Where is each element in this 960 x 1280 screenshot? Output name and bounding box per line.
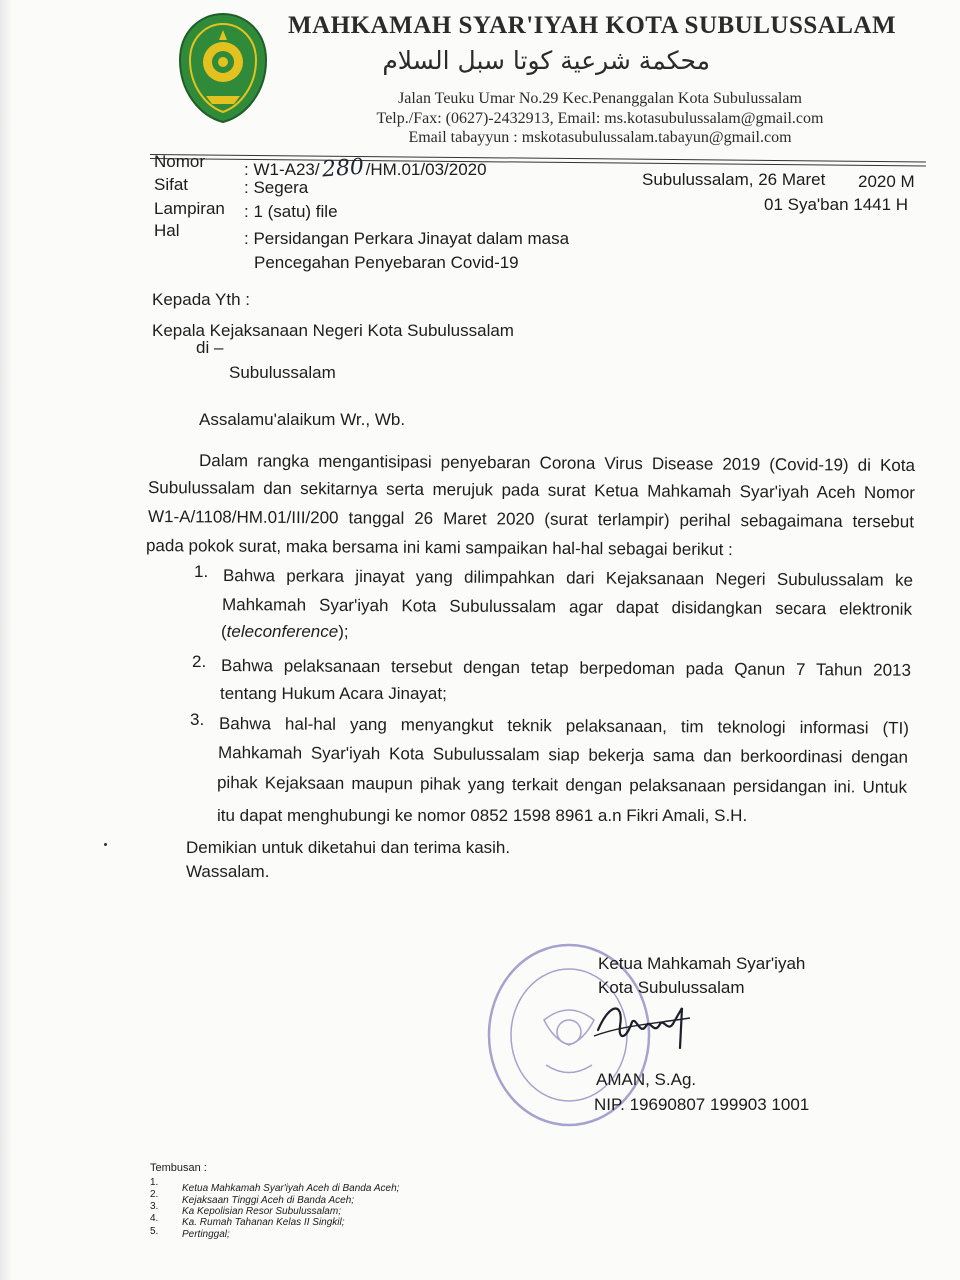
recipient-di: di – (196, 338, 224, 357)
tembusan-num-3: 3. (150, 1201, 159, 1212)
paragraph-line-1: Dalam rangka mengantisipasi penyebaran Corona Virus Disease 2019 (Covid-19) di Kota (198, 451, 916, 475)
tembusan-item-5: Pertinggal; (182, 1229, 230, 1240)
list-number-1: 1. (194, 562, 209, 581)
nomor-handwritten: 280 (320, 154, 365, 183)
item-1-paren-open: ( (221, 622, 227, 641)
tembusan-title: Tembusan : (150, 1162, 207, 1174)
nomor-suffix: /HM.01/03/2020 (365, 160, 487, 179)
tembusan-num-4: 4. (150, 1213, 159, 1224)
salutation: Assalamu'alaikum Wr., Wb. (199, 410, 406, 429)
closing-thanks: Demikian untuk diketahui dan terima kasih. (186, 838, 511, 857)
item-1-teleconference: teleconference (226, 622, 339, 641)
hal-value-line-2: Pencegahan Penyebaran Covid-19 (254, 253, 519, 272)
item-3-line-4: itu dapat menghubungi ke nomor 0852 1598 8961 a.n Fikri Amali, S.H. (217, 806, 748, 825)
lampiran-value: : 1 (satu) file (244, 202, 338, 221)
tembusan-item-3: Ka Kepolisian Resor Subulussalam; (182, 1206, 341, 1217)
tembusan-item-2: Kejaksaan Tinggi Aceh di Banda Aceh; (182, 1195, 355, 1206)
hal-value-line-1: : Persidangan Perkara Jinayat dalam masa (244, 229, 570, 248)
letter-date-year: 2020 M (858, 172, 915, 191)
item-2-line-1: Bahwa pelaksanaan tersebut dengan tetap berpedoman pada Qanun 7 Tahun 2013 (220, 656, 912, 680)
recipient-name: Kepala Kejaksanaan Negeri Kota Subulussalam (152, 321, 514, 340)
signer-title-1: Ketua Mahkamah Syar'iyah (598, 954, 806, 973)
court-name-arabic: محكمة شرعية كوتا سبل السلام (382, 46, 710, 75)
tembusan-num-5: 5. (150, 1226, 159, 1237)
tembusan-num-2: 2. (150, 1189, 159, 1200)
court-email-tabayyun: Email tabayyun : mskotasubulussalam.tabayun@gmail.com (408, 129, 792, 146)
item-3-line-3: pihak Kejaksaan maupun pihak yang terkait dengan pelaksanaan persidangan ini. Untuk (216, 773, 908, 797)
tembusan-item-4: Ka. Rumah Tahanan Kelas II Singkil; (182, 1217, 345, 1228)
paragraph-line-3: W1-A/1108/HM.01/III/200 tanggal 26 Maret 2020 (surat terlampir) perihal sebagaimana tersebut (147, 507, 915, 532)
handwritten-signature (590, 996, 700, 1056)
tembusan-item-1: Ketua Mahkamah Syar'iyah Aceh di Banda Aceh; (182, 1183, 400, 1194)
item-1-paren-close: ); (338, 622, 349, 641)
item-3-line-1: Bahwa hal-hal yang menyangkut teknik pelaksanaan, tim teknologi informasi (TI) (218, 714, 910, 738)
list-number-3: 3. (190, 710, 205, 729)
item-1-line-3 (221, 622, 349, 642)
lampiran-label: Lampiran (154, 199, 225, 218)
recipient-kepada: Kepada Yth : (152, 290, 250, 309)
item-1-line-2: Mahkamah Syar'iyah Kota Subulussalam agar dapat disidangkan secara elektronik (221, 595, 913, 619)
hal-label: Hal (154, 221, 180, 240)
nomor-prefix: : W1-A23/ (244, 160, 320, 179)
item-2-line-2: tentang Hukum Acara Jinayat; (220, 684, 447, 703)
signer-name: AMAN, S.Ag. (596, 1070, 697, 1089)
list-number-2: 2. (192, 652, 207, 671)
signer-title-2: Kota Subulussalam (598, 978, 745, 997)
sifat-label: Sifat (154, 175, 189, 194)
recipient-city: Subulussalam (229, 363, 336, 382)
item-1-line-1: Bahwa perkara jinayat yang dilimpahkan dari Kejaksanaan Negeri Subulussalam ke (222, 566, 914, 590)
paragraph-line-2: Subulussalam dan sekitarnya serta merujuk pada surat Ketua Mahkamah Syar'iyah Aceh Nomor (147, 478, 916, 503)
letter-date: Subulussalam, 26 Maret (642, 170, 826, 189)
tembusan-num-1: 1. (150, 1177, 159, 1188)
court-contact: Telp./Fax: (0627)-2432913, Email: ms.kotasubulussalam@gmail.com (376, 110, 824, 127)
signer-nip: NIP. 19690807 199903 1001 (594, 1095, 810, 1114)
court-name: MAHKAMAH SYAR'IYAH KOTA SUBULUSSALAM (288, 12, 897, 39)
closing-wassalam: Wassalam. (186, 862, 270, 881)
paragraph-line-4: pada pokok surat, maka bersama ini kami sampaikan hal-hal sebagai berikut : (145, 536, 733, 560)
court-emblem-logo (176, 12, 270, 124)
court-address: Jalan Teuku Umar No.29 Kec.Penanggalan Kota Subulussalam (398, 90, 802, 107)
item-3-line-2: Mahkamah Syar'iyah Kota Subulussalam siap bekerja sama dan berkoordinasi dengan (217, 743, 909, 767)
scan-speck (104, 843, 107, 846)
nomor-label: Nomor (154, 152, 206, 171)
scan-edge-shadow (0, 0, 12, 1280)
sifat-value: : Segera (244, 178, 309, 197)
letter-date-hijri: 01 Sya'ban 1441 H (764, 195, 909, 214)
